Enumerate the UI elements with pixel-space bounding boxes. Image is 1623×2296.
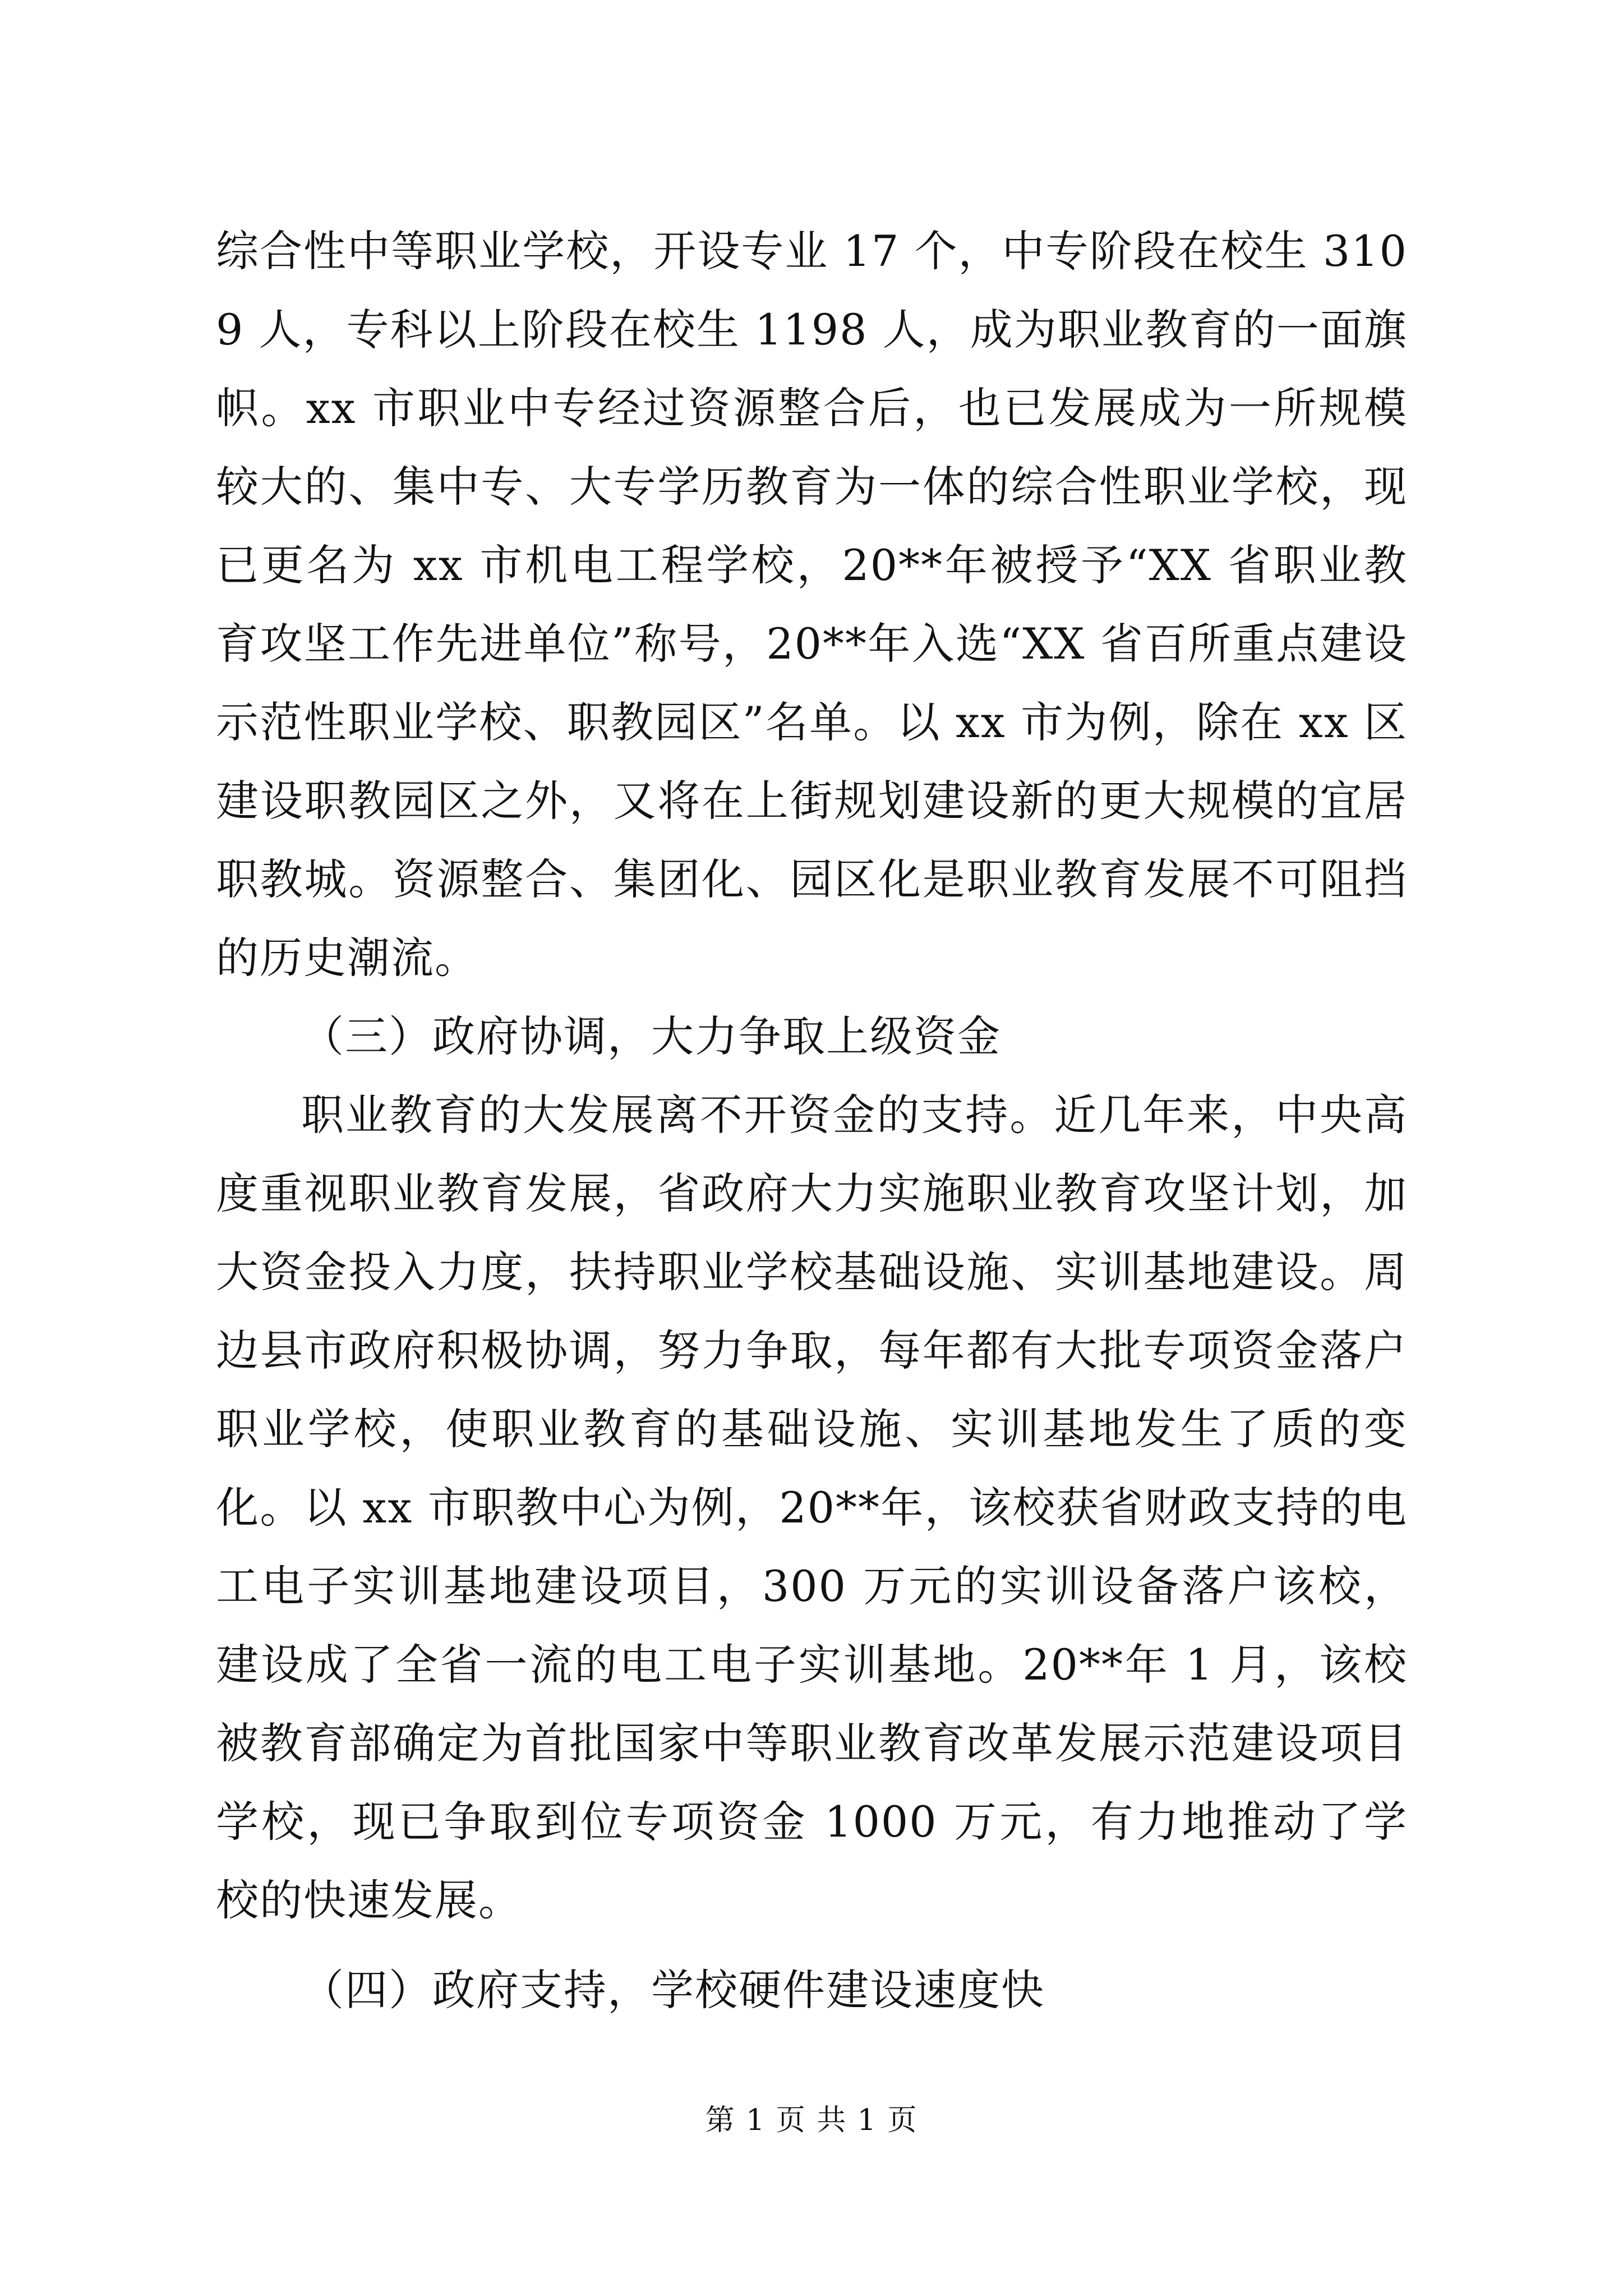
- section-heading-3: （三）政府协调，大力争取上级资金: [301, 1011, 1001, 1061]
- paragraph-school-integration: 综合性中等职业学校，开设专业 17 个，中专阶段在校生 3109 人，专科以上阶段在校生 1198 人，成为职业教育的一面旗帜。xx 市职业中专经过资源整合后，也已发展成为一所规模较大的、集中专、大专学历教育为一体的综合性职业学校，现已更名为 xx 市机电工程学校，20**年被授予“XX 省职业教育攻坚工作先进单位”称号，20**年入选“XX 省百所重点建设示范性职业学校、职教园区”名单。以 xx 市为例，除在 xx 区建设职教园区之外，又将在上街规划建设新的更大规模的宜居职教城。资源整合、集团化、园区化是职业教育发展不可阻挡的历史潮流。: [216, 226, 1408, 983]
- section-heading-4: （四）政府支持，学校硬件建设速度快: [301, 1965, 1045, 2015]
- document-body: [216, 212, 1408, 2030]
- page-footer: 第 1 页 共 1 页: [705, 2104, 918, 2137]
- paragraph-funding: 职业教育的大发展离不开资金的支持。近几年来，中央高度重视职业教育发展，省政府大力实施职业教育攻坚计划，加大资金投入力度，扶持职业学校基础设施、实训基地建设。周边县市政府积极协调，努力争取，每年都有大批专项资金落户职业学校，使职业教育的基础设施、实训基地发生了质的变化。以 xx 市职教中心为例，20**年，该校获省财政支持的电工电子实训基地建设项目，300 万元的实训设备落户该校，建设成了全省一流的电工电子实训基地。20**年 1 月，该校被教育部确定为首批国家中等职业教育改革发展示范建设项目学校，现已争取到位专项资金 1000 万元，有力地推动了学校的快速发展。: [216, 1090, 1408, 1925]
